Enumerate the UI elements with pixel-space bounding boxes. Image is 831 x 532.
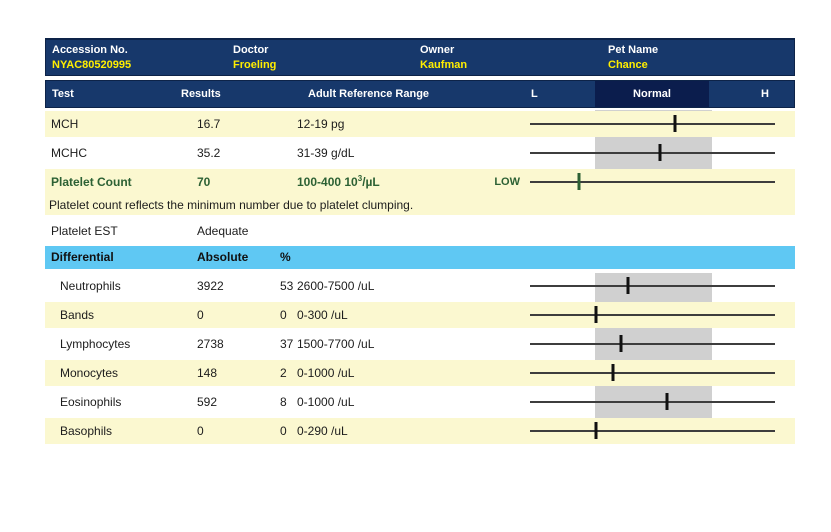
col-normal: Normal	[633, 88, 671, 100]
reference-range: 0-1000 /uL	[297, 366, 355, 380]
doctor-value: Froeling	[233, 59, 277, 71]
result-row-lymphocytes	[45, 331, 795, 357]
col-test: Test	[52, 88, 74, 100]
doctor-field	[233, 43, 276, 73]
result-tick	[658, 144, 661, 161]
result-row-platelet-est	[45, 219, 795, 243]
platelet-note-text: Platelet count reflects the minimum number due to platelet clumping.	[49, 198, 414, 212]
col-high: H	[761, 88, 769, 100]
result-tick	[595, 422, 598, 439]
reference-range: 31-39 g/dL	[297, 146, 355, 160]
absolute-value: 0	[197, 424, 204, 438]
result-tick	[595, 306, 598, 323]
test-name: MCHC	[51, 146, 87, 160]
range-indicator	[530, 111, 775, 137]
low-flag: LOW	[494, 176, 520, 188]
range-indicator	[530, 418, 775, 444]
result-row-basophils	[45, 418, 795, 444]
result-tick	[612, 364, 615, 381]
range-indicator	[530, 169, 775, 195]
col-normal-cell	[595, 81, 709, 107]
range-indicator	[530, 331, 775, 357]
absolute-value: 0	[197, 308, 204, 322]
col-results: Results	[181, 88, 221, 100]
result-tick	[627, 277, 630, 294]
result-tick	[619, 335, 622, 352]
result-row-monocytes	[45, 360, 795, 386]
reference-range: 2600-7500 /uL	[297, 279, 375, 293]
test-name: MCH	[51, 117, 79, 131]
col-low: L	[531, 88, 538, 100]
test-name: Eosinophils	[60, 395, 122, 409]
column-header-row	[45, 80, 795, 108]
range-line	[530, 430, 775, 432]
reference-range: 100-400 $10^3/\mu L$	[297, 174, 380, 189]
result-row-mch	[45, 111, 795, 137]
percent-value: 8	[280, 395, 287, 409]
test-name: Monocytes	[60, 366, 119, 380]
range-line	[530, 372, 775, 374]
test-name: Basophils	[60, 424, 113, 438]
reference-range: 12-19 pg	[297, 117, 345, 131]
report-header	[45, 38, 795, 76]
differential-title: Differential	[51, 250, 114, 264]
percent-value: 2	[280, 366, 287, 380]
range-line	[530, 401, 775, 403]
accession-label: Accession No.	[52, 44, 128, 56]
result-tick	[666, 393, 669, 410]
range-line	[530, 152, 775, 154]
result-row-eosinophils	[45, 389, 795, 415]
results-table-body	[45, 108, 795, 444]
absolute-value: 148	[197, 366, 218, 380]
differential-section-header	[45, 246, 795, 269]
test-name: Platelet Count	[51, 175, 132, 189]
reference-range: 0-290 /uL	[297, 424, 348, 438]
accession-value: NYAC80520995	[52, 59, 132, 71]
reference-range: 0-300 /uL	[297, 308, 348, 322]
percent-value: 0	[280, 308, 287, 322]
result-row-neutrophils	[45, 273, 795, 299]
absolute-value: 592	[197, 395, 218, 409]
test-name: Neutrophils	[60, 279, 121, 293]
doctor-label: Doctor	[233, 44, 269, 56]
range-indicator	[530, 273, 775, 299]
result-value: Adequate	[197, 224, 249, 238]
reference-range: 1500-7700 /uL	[297, 337, 375, 351]
absolute-column-label: Absolute	[197, 250, 249, 264]
owner-field	[420, 43, 467, 73]
owner-value: Kaufman	[420, 59, 468, 71]
platelet-note-row	[45, 195, 795, 215]
result-value: 16.7	[197, 117, 221, 131]
lab-report	[45, 38, 795, 447]
result-row-bands	[45, 302, 795, 328]
pet-name-value: Chance	[608, 59, 648, 71]
range-line	[530, 343, 775, 345]
percent-value: 37	[280, 337, 294, 351]
range-indicator	[530, 140, 775, 166]
range-line	[530, 181, 775, 183]
owner-label: Owner	[420, 44, 455, 56]
absolute-value: 2738	[197, 337, 224, 351]
result-row-platelet-count	[45, 169, 795, 195]
accession-field	[52, 43, 131, 73]
absolute-value: 3922	[197, 279, 224, 293]
test-name: Bands	[60, 308, 95, 322]
range-line	[530, 314, 775, 316]
percent-value: 53	[280, 279, 294, 293]
reference-range: 0-1000 /uL	[297, 395, 355, 409]
range-indicator	[530, 389, 775, 415]
result-tick	[673, 115, 676, 132]
test-name: Platelet EST	[51, 224, 118, 238]
range-indicator	[530, 360, 775, 386]
pet-name-field	[608, 43, 658, 73]
col-reference: Adult Reference Range	[308, 88, 430, 100]
result-row-mchc	[45, 140, 795, 166]
range-line	[530, 285, 775, 287]
result-value: 70	[197, 175, 211, 189]
pet-name-label: Pet Name	[608, 44, 659, 56]
result-value: 35.2	[197, 146, 221, 160]
test-name: Lymphocytes	[60, 337, 131, 351]
percent-value: 0	[280, 424, 287, 438]
percent-column-label: %	[280, 250, 291, 264]
range-line	[530, 123, 775, 125]
result-tick-low	[578, 173, 581, 190]
range-indicator	[530, 302, 775, 328]
